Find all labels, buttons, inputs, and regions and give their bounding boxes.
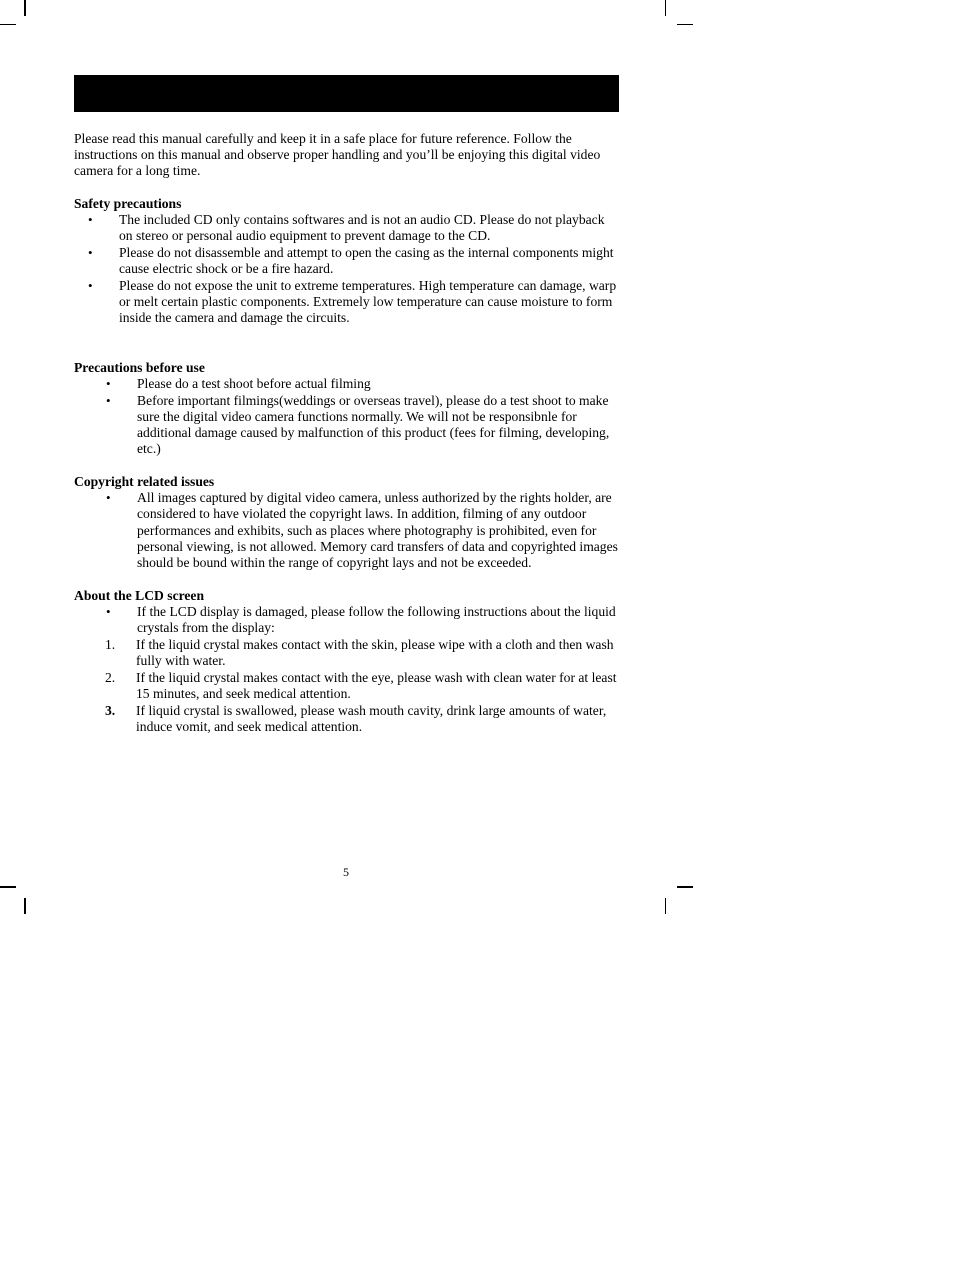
list-item — [74, 212, 620, 244]
crop-mark — [677, 886, 693, 888]
bullet-icon: • — [106, 603, 111, 619]
copyright-section — [74, 474, 620, 571]
list-item — [74, 245, 620, 277]
step-text: If the liquid crystal makes contact with the skin, please wipe with a cloth and then wash fully with water. — [136, 636, 614, 668]
list-item-text: The included CD only contains softwares and is not an audio CD. Please do not playback on stereo or personal audio equipment to prevent damage to the CD. — [119, 211, 605, 244]
section-heading: About the LCD screen — [74, 587, 205, 603]
list-item-text: Before important filmings(weddings or overseas travel), please do a test shoot to make sure the digital video camera functions normally. We will not be responsibnle for additional damage caused by malfunction of this product (fees for filming, developing, etc.) — [137, 392, 610, 457]
step-text: If the liquid crystal makes contact with the eye, please wash with clean water for at least 15 minutes, and seek medical attention. — [136, 669, 617, 701]
header-bar — [74, 75, 619, 112]
step-item — [74, 637, 620, 669]
crop-mark — [665, 898, 666, 914]
step-text: If liquid crystal is swallowed, please wash mouth cavity, drink large amounts of water, induce vomit, and seek medical attention. — [136, 702, 607, 734]
bullet-icon: • — [106, 490, 111, 506]
list-item-text: Please do not expose the unit to extreme temperatures. High temperature can damage, warp or melt certain plastic components. Extremely low temperature can cause moisture to form inside the camera and damage the circuits. — [119, 277, 617, 326]
list-item — [74, 393, 620, 458]
bullet-icon: • — [106, 392, 111, 408]
step-number: 3. — [105, 702, 116, 718]
list-item — [74, 278, 620, 327]
step-item — [74, 670, 620, 702]
page-number: 5 — [343, 865, 349, 879]
before-use-list — [74, 376, 620, 458]
list-item — [74, 490, 620, 571]
crop-mark — [0, 24, 16, 25]
section-heading: Safety precautions — [74, 195, 182, 211]
copyright-list — [74, 490, 620, 571]
list-item-text: All images captured by digital video camera, unless authorized by the rights holder, are considered to have violated the copyright laws. In addition, filming of any outdoor performances and exhibits, such as places where photography is prohibited, even for personal viewing, is not allowed. Memory card transfers of data and copyrighted images should be bound within the range of copyright lays and not be exceeded. — [137, 490, 618, 570]
before-use-section — [74, 360, 620, 458]
crop-mark — [665, 0, 666, 16]
section-heading: Precautions before use — [74, 359, 205, 375]
step-number: 1. — [105, 636, 116, 652]
section-heading: Copyright related issues — [74, 473, 215, 489]
list-item — [74, 604, 620, 636]
crop-mark — [677, 24, 693, 25]
crop-mark — [24, 0, 26, 16]
bullet-icon: • — [88, 277, 93, 293]
lcd-steps — [105, 636, 620, 735]
list-item-text: If the LCD display is damaged, please follow the following instructions about the liquid crystals from the display: — [137, 603, 616, 636]
bullet-icon: • — [88, 244, 93, 260]
step-item — [74, 703, 620, 735]
crop-mark — [0, 886, 16, 888]
bullet-icon: • — [106, 375, 111, 391]
bullet-icon: • — [88, 211, 93, 227]
crop-mark — [24, 898, 26, 914]
list-item-text: Please do a test shoot before actual filming — [137, 375, 371, 391]
lcd-list — [74, 604, 620, 636]
list-item-text: Please do not disassemble and attempt to open the casing as the internal components might cause electric shock or be a fire hazard. — [119, 244, 614, 276]
safety-section — [74, 196, 620, 327]
step-number: 2. — [105, 669, 116, 685]
page-content — [74, 131, 620, 736]
list-item — [74, 376, 620, 392]
lcd-section — [74, 588, 620, 735]
intro-paragraph: Please read this manual carefully and keep it in a safe place for future reference. Follow the instructions on this manual and observe proper handling and you’ll be enjoying this digital video camera for a long time. — [74, 131, 601, 179]
safety-list — [74, 212, 620, 326]
